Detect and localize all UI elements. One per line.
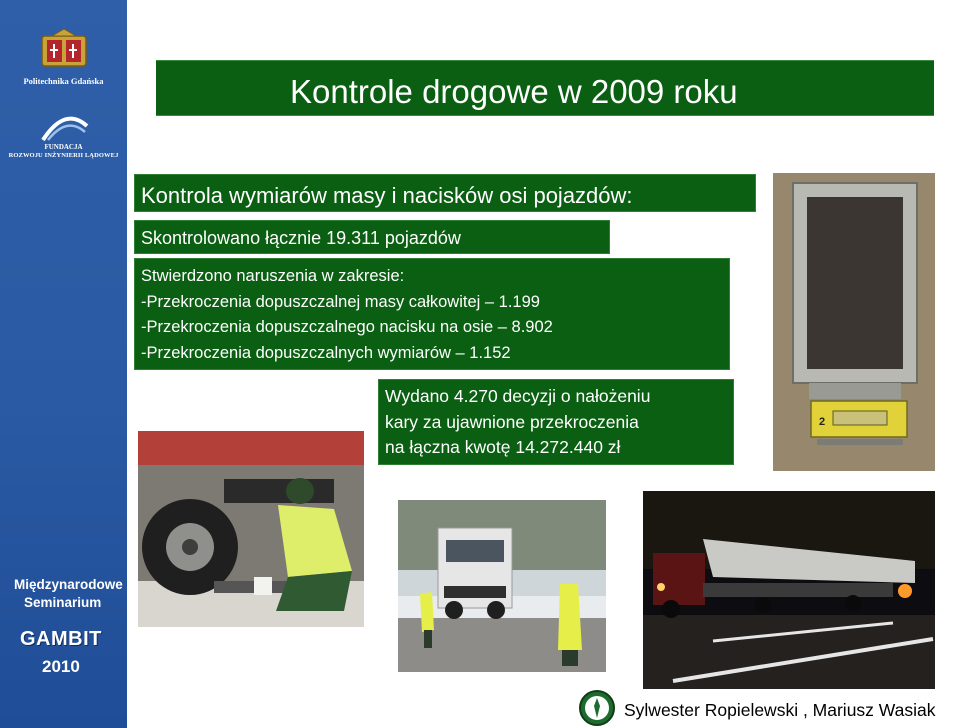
title-bar	[156, 60, 934, 116]
violation-item-axle: -Przekroczenia dopuszczalnego nacisku na osie – 8.902	[141, 318, 553, 336]
subtitle-box: Kontrola wymiarów masy i nacisków osi pojazdów:	[134, 174, 756, 212]
fundacja-bridge-icon	[40, 112, 90, 142]
page-title: Kontrole drogowe w 2009 roku	[290, 73, 738, 110]
decisions-line-2: kary za ujawnione przekroczenia	[385, 411, 639, 432]
night-transport-photo	[643, 491, 935, 689]
violation-item-dimensions: -Przekroczenia dopuszczalnych wymiarów – 1.152	[141, 343, 511, 362]
axle-scale-photo	[773, 173, 935, 471]
violations-heading: Stwierdzono naruszenia w zakresie:	[141, 267, 405, 285]
seminar-label-line2: Seminarium	[24, 595, 102, 610]
decisions-line-1: Wydano 4.270 decyzji o nałożeniu	[385, 386, 651, 406]
event-year: 2010	[42, 657, 80, 676]
violations-box	[134, 258, 730, 370]
event-name: GAMBIT	[20, 628, 102, 650]
scale-number-label: 2	[819, 416, 826, 428]
foundation-subtitle: ROZWOJU INŻYNIERII LĄDOWEJ	[8, 152, 119, 159]
violation-item-mass: -Przekroczenia dopuszczalnej masy całkowitej – 1.199	[141, 292, 540, 311]
sidebar	[0, 0, 127, 728]
seminar-label-line1: Międzynarodowe	[14, 577, 123, 592]
authors-text: Sylwester Ropielewski , Mariusz Wasiak	[624, 700, 936, 720]
foundation-name: FUNDACJA	[44, 143, 83, 151]
university-name: Politechnika Gdańska	[23, 76, 104, 86]
truck-weighing-photo	[398, 500, 606, 672]
inspector-photo	[138, 431, 364, 627]
itd-emblem-icon	[578, 689, 616, 727]
decisions-box	[378, 379, 734, 465]
decisions-line-3: na łączna kwotę 14.272.440 zł	[385, 437, 621, 457]
pg-crest-icon	[38, 28, 90, 70]
controlled-vehicles-box: Skontrolowano łącznie 19.311 pojazdów	[134, 220, 610, 254]
